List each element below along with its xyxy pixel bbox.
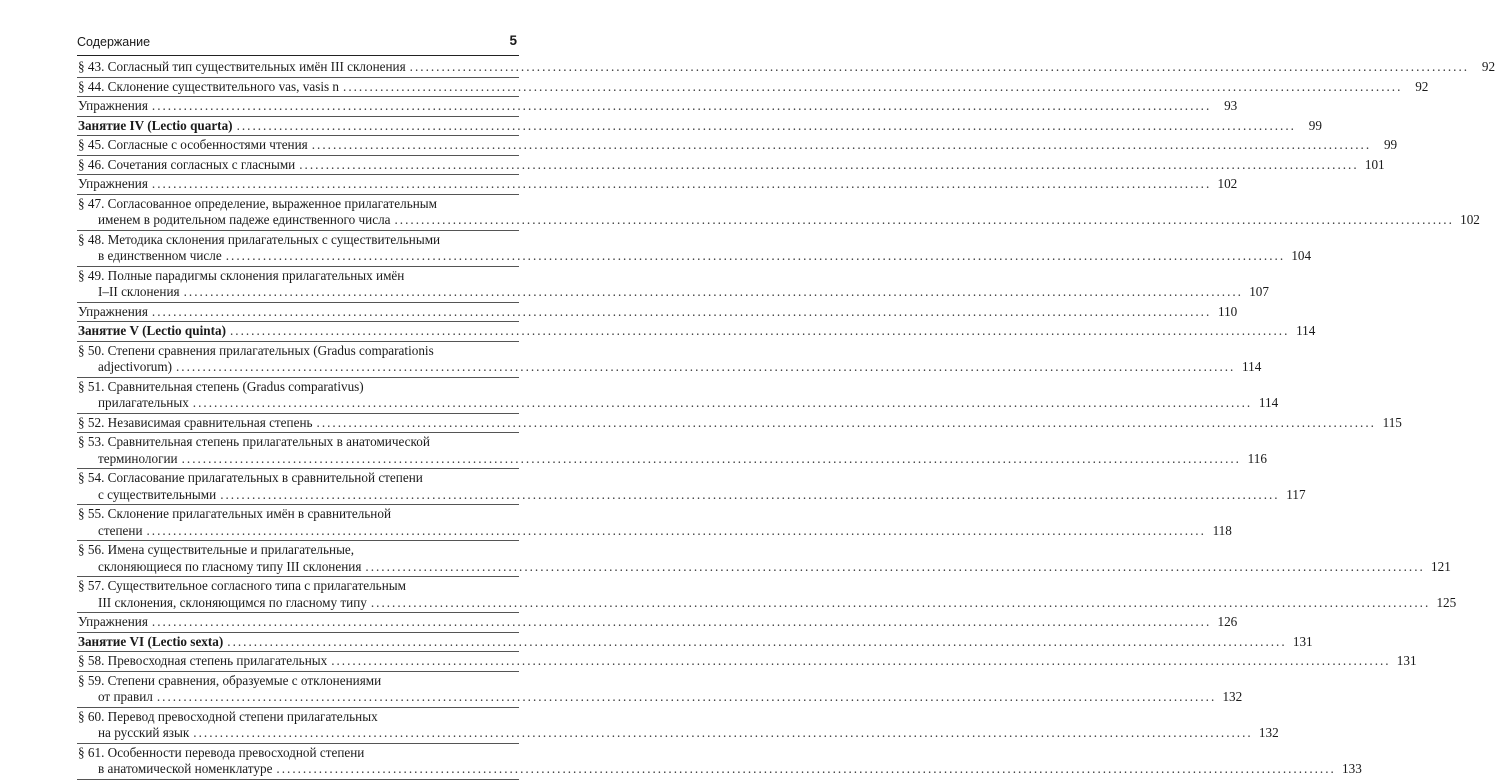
toc-entry-line [78,268,519,285]
toc-entry-page: 99 [1308,117,1322,133]
toc-entry-text: III склонения, склоняющимся по гласному типу [98,594,367,610]
toc-entry-line [78,745,519,762]
toc-entry-line [78,542,519,559]
toc-lesson-entry [77,633,1313,653]
toc-entry-text: § 58. Превосходная степень прилагательных [78,653,328,668]
toc-entry-page: 107 [1249,284,1269,299]
dot-leader: ........................................................................................................................................................................................................ [225,248,1286,263]
toc-entry-line [78,486,1306,504]
dot-leader: ........................................................................................................................................................................................................ [276,761,1336,776]
toc-entry-page: 115 [1382,414,1402,430]
dot-leader: ........................................................................................................................................................................................................ [343,78,1403,94]
toc-lesson-entry [77,322,1316,342]
toc-entry-text: § 54. Согласование прилагательных в сравнительной степени [78,470,423,485]
toc-entry-line [78,232,519,249]
toc-entry-text: § 52. Независимая сравнительная степень [78,414,313,430]
toc-lesson-entry [77,117,1322,137]
toc-entry-text: именем в родительном падеже единственного числа [98,212,391,227]
toc-entry [77,303,1238,323]
dot-leader: ........................................................................................................................................................................................................ [151,176,1212,191]
toc-entry [77,541,1451,577]
toc-entry-line [78,78,1429,96]
toc-entry-page: 132 [1258,725,1279,740]
toc-entry-text: § 48. Методика склонения прилагательных с существительными [78,231,441,247]
toc-entry-line [78,212,1480,229]
toc-entry-text: adjectivorum) [98,359,172,374]
toc-entry [77,267,1269,303]
dot-leader: ........................................................................................................................................................................................................ [175,359,1236,374]
toc-entry-page: 92 [1481,59,1495,74]
dot-leader: ........................................................................................................................................................................................................ [151,303,1212,319]
toc-entry-page: 118 [1212,522,1232,538]
toc-entry-line [78,594,1457,612]
toc-entry-text: § 46. Сочетания согласных с гласными [78,156,296,172]
toc-entry-line [78,359,1262,376]
toc-entry-line [78,470,519,487]
toc-entry-page: 126 [1217,614,1238,629]
toc-entry [77,231,1312,267]
dot-leader: ........................................................................................................................................................................................................ [394,212,1454,227]
toc-entry-line [78,137,1398,154]
toc-entry-line [78,323,1316,340]
toc-entry-text: § 56. Имена существительные и прилагательные, [78,542,355,557]
toc-entry-line [78,117,1322,135]
toc-entry-line [78,196,519,213]
toc-entry-text: от правил [98,689,153,704]
toc-entry-page: 131 [1396,653,1417,668]
toc-entry-line [78,395,1279,412]
toc-entry-page: 114 [1242,359,1262,374]
toc-entry [77,97,1238,117]
header-title: Содержание [77,35,151,49]
toc-entry-text: § 53. Сравнительная степень прилагательных в анатомической [78,434,430,449]
toc-entry-text: Занятие IV (Lectio quarta) [78,117,233,133]
toc-entry-page: 131 [1292,633,1313,649]
toc-entry-line [78,558,1451,576]
table-of-contents [77,58,1495,780]
toc-entry [77,175,1238,195]
toc-entry [77,469,1306,505]
toc-entry-line [78,653,1417,670]
toc-entry-line [78,343,519,360]
toc-entry [77,414,1402,434]
toc-entry [77,78,1429,98]
toc-entry-text: Упражнения [78,98,148,113]
toc-entry-page: 101 [1364,156,1385,172]
dot-leader: ........................................................................................................................................................................................................ [331,653,1391,668]
toc-entry-line [78,98,1238,115]
toc-entry-line [78,450,1267,468]
toc-entry-line [78,59,1495,76]
toc-entry-page: 104 [1291,248,1312,263]
toc-entry [77,156,1385,176]
toc-entry-text: § 57. Существительное согласного типа с прилагательным [78,578,406,593]
toc-entry-text: Упражнения [78,303,148,319]
toc-entry-text: Упражнения [78,614,148,629]
toc-entry-text: I–II склонения [98,284,180,299]
dot-leader: ........................................................................................................................................................................................................ [229,323,1290,338]
toc-entry-page: 121 [1431,558,1451,574]
toc-entry-text: § 60. Перевод превосходной степени прилагательных [78,708,378,724]
toc-entry-page: 102 [1460,212,1480,227]
toc-entry-text: § 43. Согласный тип существительных имён III склонения [78,59,406,74]
dot-leader: ........................................................................................................................................................................................................ [227,633,1287,649]
toc-entry-text: в единственном числе [98,248,222,263]
page-number: 5 [509,33,517,48]
toc-entry-page: 116 [1247,450,1267,466]
toc-entry-text: § 51. Сравнительная степень (Gradus comparativus) [78,378,364,394]
dot-leader: ........................................................................................................................................................................................................ [299,156,1359,172]
toc-entry-page: 93 [1224,98,1238,113]
dot-leader: ........................................................................................................................................................................................................ [193,725,1253,740]
toc-entry-line [78,434,519,451]
toc-entry-page: 132 [1222,689,1243,704]
toc-entry [77,195,1480,231]
toc-entry-line [78,176,1238,193]
toc-entry [77,708,1279,744]
dot-leader: ........................................................................................................................................................................................................ [409,59,1470,74]
toc-entry-line [78,725,1279,742]
toc-entry-line [78,709,519,726]
toc-entry-page: 114 [1296,323,1316,338]
toc-entry [77,577,1457,613]
toc-entry-text: § 44. Склонение существительного vas, vasis n [78,78,340,94]
toc-entry-line [78,248,1312,265]
toc-entry [77,613,1238,633]
toc-entry-line [78,414,1402,432]
toc-entry-line [78,689,1243,706]
toc-entry-text: Упражнения [78,176,148,191]
toc-entry-text: Занятие V (Lectio quinta) [78,323,226,338]
toc-entry-line [78,379,519,396]
toc-entry-page: 92 [1415,78,1429,94]
toc-entry-line [78,761,1362,778]
toc-entry-text: склоняющиеся по гласному типу III склонения [98,558,362,574]
dot-leader: ........................................................................................................................................................................................................ [365,558,1425,574]
toc-entry-text: § 45. Согласные с особенностями чтения [78,137,308,152]
toc-entry-text: § 50. Степени сравнения прилагательных (Gradus comparationis [78,342,434,358]
toc-entry-page: 99 [1383,137,1398,152]
dot-leader: ........................................................................................................................................................................................................ [151,98,1212,113]
toc-entry-text: степени [98,522,143,538]
toc-entry-text: § 47. Согласованное определение, выраженное прилагательным [78,195,437,211]
dot-leader: ........................................................................................................................................................................................................ [183,284,1243,299]
toc-entry-text: § 49. Полные парадигмы склонения прилагательных имён [78,267,405,283]
toc-entry [77,505,1232,541]
toc-entry [77,136,1398,156]
toc-entry-line [78,506,519,523]
toc-entry-line [78,303,1238,321]
toc-entry [77,58,1495,78]
toc-entry-page: 102 [1217,176,1238,191]
toc-entry-text: на русский язык [98,725,190,740]
toc-entry-text: Занятие VI (Lectio sexta) [78,633,224,649]
toc-entry [77,378,1279,414]
dot-leader: ........................................................................................................................................................................................................ [181,450,1241,466]
dot-leader: ........................................................................................................................................................................................................ [370,594,1431,610]
toc-entry [77,672,1243,708]
dot-leader: ........................................................................................................................................................................................................ [311,137,1372,152]
toc-entry [77,433,1267,469]
toc-entry-text: с существительными [98,486,217,502]
dot-leader: ........................................................................................................................................................................................................ [146,522,1206,538]
toc-entry-line [78,156,1385,174]
toc-entry-line [78,633,1313,651]
toc-entry [77,744,1362,780]
dot-leader: ........................................................................................................................................................................................................ [220,486,1280,502]
toc-entry [77,652,1417,672]
toc-entry-page: 110 [1217,303,1238,319]
dot-leader: ........................................................................................................................................................................................................ [151,614,1212,629]
dot-leader: ........................................................................................................................................................................................................ [236,117,1296,133]
toc-entry-line [78,522,1232,540]
toc-entry-page: 125 [1436,594,1457,610]
toc-entry-line [78,614,1238,631]
dot-leader: ........................................................................................................................................................................................................ [156,689,1217,704]
toc-entry-text: прилагательных [98,395,189,410]
toc-entry-text: в анатомической номенклатуре [98,761,273,776]
dot-leader: ........................................................................................................................................................................................................ [192,395,1253,410]
toc-entry [77,342,1262,378]
toc-entry-line [78,284,1269,301]
toc-entry-text: § 55. Склонение прилагательных имён в сравнительной [78,506,392,521]
toc-entry-page: 133 [1342,761,1362,776]
toc-entry-text: терминологии [98,450,178,466]
toc-entry-text: § 61. Особенности перевода превосходной степени [78,744,365,760]
toc-entry-line [78,578,519,595]
toc-entry-page: 117 [1286,486,1306,502]
dot-leader: ........................................................................................................................................................................................................ [316,414,1376,430]
toc-entry-page: 114 [1258,395,1279,410]
running-header [77,33,519,56]
toc-entry-line [78,673,519,690]
toc-entry-text: § 59. Степени сравнения, образуемые с отклонениями [78,672,382,688]
